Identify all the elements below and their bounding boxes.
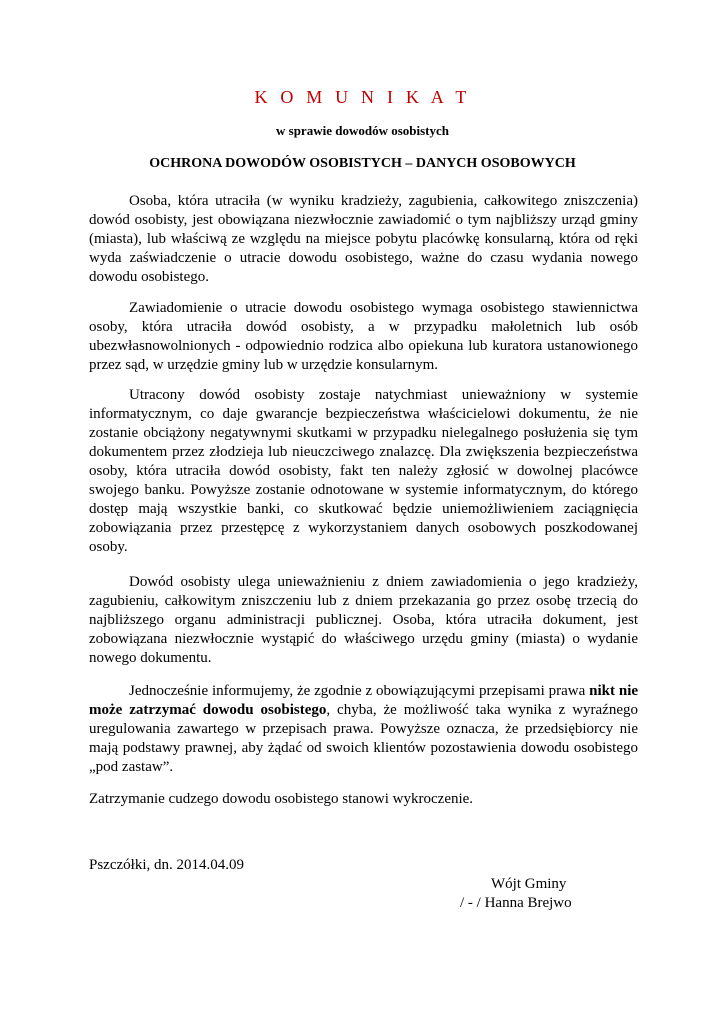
document-title: K O M U N I K A T xyxy=(254,87,471,107)
paragraph-no-retention-bold: nikt nie może zatrzymać dowodu osobistego xyxy=(89,683,639,718)
paragraph-lost-id-notification: Osoba, która utraciła (w wyniku kradzieży, zagubienia, całkowitego zniszczenia) dowód osobisty, jest obowiązana niezwłocznie zawiadomić o tym najbliższy urząd gminy (miasta), lub właściwą ze względu na miejsce pobytu placówkę konsularną, która od ręki wyda zaświadczenie o utracie dowodu osobistego, ważne do czasu wydania nowego dowodu osobistego. xyxy=(89,193,638,285)
paragraph-no-retention-start: Jednocześnie informujemy, że zgodnie z obowiązującymi przepisami prawa xyxy=(129,683,590,699)
paragraph-no-retention xyxy=(89,682,638,777)
paragraph-offence: Zatrzymanie cudzego dowodu osobistego stanowi wykroczenie. xyxy=(89,791,474,807)
paragraph-personal-appearance: Zawiadomienie o utracie dowodu osobistego wymaga osobistego stawiennictwa osoby, która utraciła dowód osobisty, a w przypadku małoletnich lub osób ubezwłasnowolnionych - odpowiednio rodzica albo opiekuna lub kuratora ustanowionego przez sąd, w urzędzie gminy lub w urzędzie konsularnym. xyxy=(89,300,638,373)
paragraph-invalidation-date: Dowód osobisty ulega unieważnieniu z dniem zawiadomienia o jego kradzieży, zagubieniu, całkowitym zniszczeniu lub z dniem przekazania go przez osobę trzecią do najbliższego organu administracji publicznej. Osoba, która utraciła dokument, jest zobowiązana niezwłocznie wystąpić do właściwego urzędu gminy (miasta) o wydanie nowego dokumentu. xyxy=(89,574,638,666)
document-heading: OCHRONA DOWODÓW OSOBISTYCH – DANYCH OSOBOWYCH xyxy=(149,156,576,171)
signature-title: Wójt Gminy xyxy=(491,876,567,892)
place-and-date: Pszczółki, dn. 2014.04.09 xyxy=(89,857,244,873)
paragraph-no-retention-end: , chyba, że możliwość taka wynika z wyraźnego uregulowania zawartego w przepisach prawa. Powyższe oznacza, że przedsiębiorcy nie mają podstawy prawnej, aby żądać od swoich klientów pozostawienia dowodu osobistego „pod zastaw”. xyxy=(89,702,638,775)
signature-name: / - / Hanna Brejwo xyxy=(460,895,572,911)
paragraph-invalidation-system: Utracony dowód osobisty zostaje natychmiast unieważniony w systemie informatycznym, co daje gwarancje bezpieczeństwa właścicielowi dokumentu, że nie zostanie obciążony negatywnymi skutkami w przypadku nielegalnego posłużenia się tym dokumentem przez złodzieja lub nieuczciwego znalazcę. Dla zwiększenia bezpieczeństwa osoby, która utraciła dowód osobisty, fakt ten należy zgłosić w dowolnej placówce swojego banku. Powyższe zostanie odnotowane w systemie informatycznym, do którego dostęp mają wszystkie banki, co skutkować będzie uniemożliwieniem zaciągnięcia zobowiązania przez przestępcę z wykorzystaniem danych osobowych poszkodowanej osoby. xyxy=(89,387,638,555)
document-subtitle: w sprawie dowodów osobistych xyxy=(276,123,449,138)
